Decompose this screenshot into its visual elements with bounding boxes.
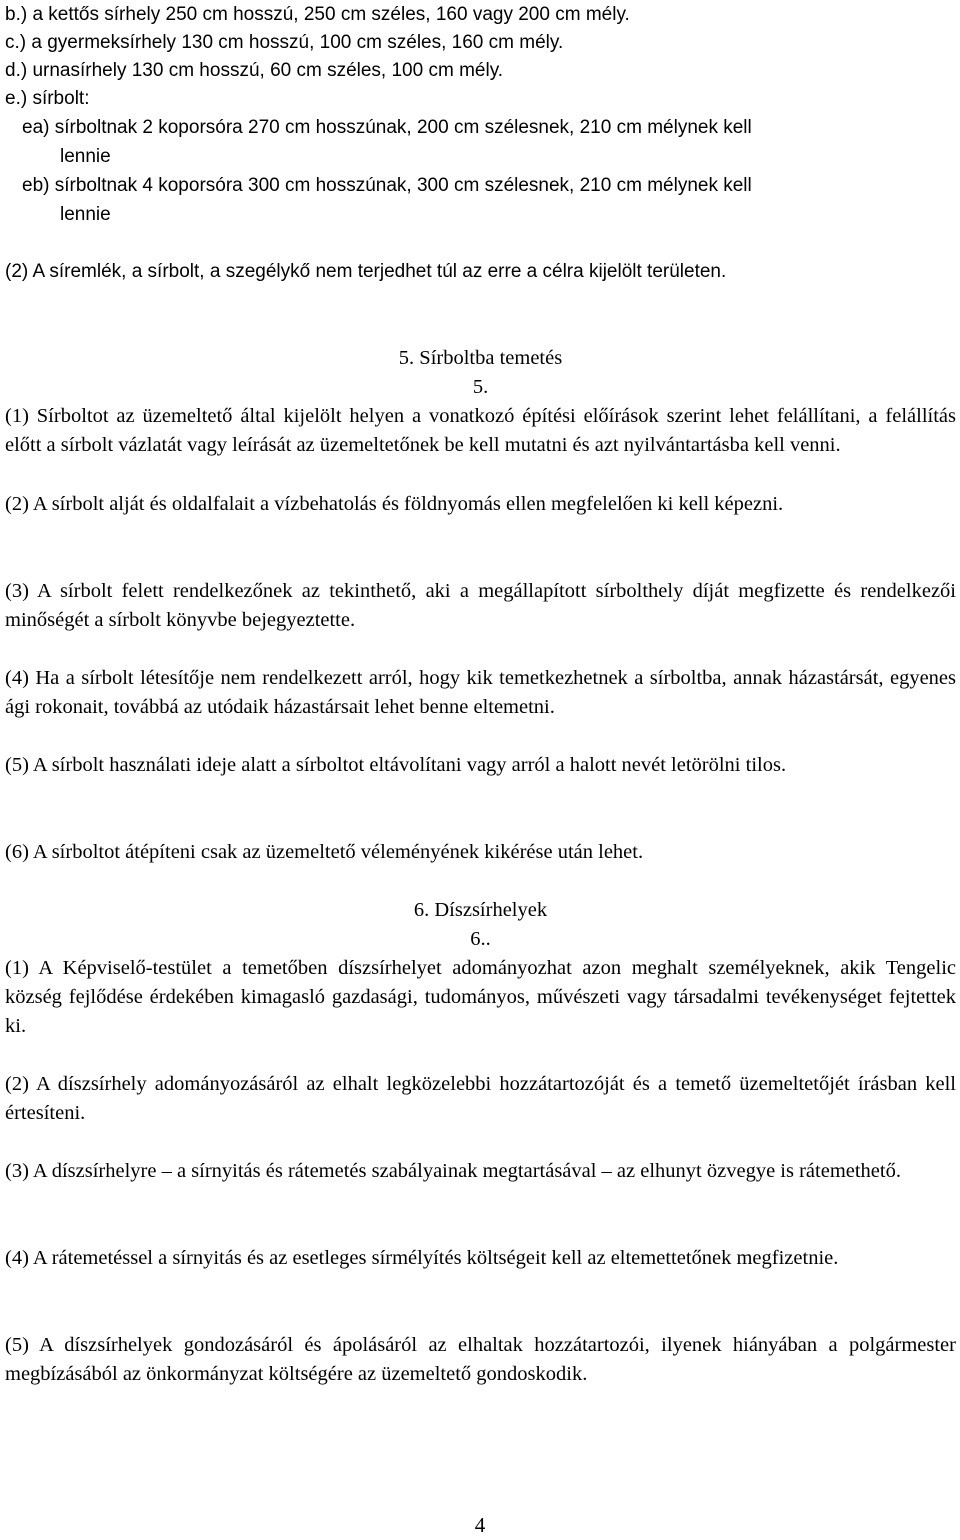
section-6-paragraph-5: (5) A díszsírhelyek gondozásáról és ápolásáról az elhaltak hozzátartozói, ilyenek hiányában a polgármester megbízásából az önkormányzat költségére az üzemeltető gondoskodik. xyxy=(5,1334,956,1385)
list-item-ea-line1: ea) sírboltnak 2 koporsóra 270 cm hosszúnak, 200 cm szélesnek, 210 cm mélynek kell xyxy=(22,117,752,138)
page-number: 4 xyxy=(474,1513,486,1537)
list-item-eb-line2: lennie xyxy=(60,204,111,225)
section-6-paragraph-2: (2) A díszsírhely adományozásáról az elhalt legközelebbi hozzátartozóját és a temető üzemeltetőjét írásban kell értesíteni. xyxy=(5,1073,956,1124)
section-5-number: 5. xyxy=(472,376,489,398)
section-5-paragraph-5: (5) A sírbolt használati ideje alatt a sírboltot eltávolítani vagy arról a halott nevét letörölni tilos. xyxy=(5,754,787,776)
list-item-c: c.) a gyermeksírhely 130 cm hosszú, 100 cm széles, 160 cm mély. xyxy=(5,32,564,53)
section-5-paragraph-6: (6) A sírboltot átépíteni csak az üzemeltető véleményének kikérése után lehet. xyxy=(5,841,644,863)
section-6-paragraph-1: (1) A Képviselő-testület a temetőben díszsírhelyet adományozhat azon meghalt személyeknek, akik Tengelic község fejlődése érdekében kimagasló gazdasági, tudományos, művészeti vagy társadalmi tevékenységet fejtettek ki. xyxy=(5,957,956,1037)
section-5-paragraph-2: (2) A sírbolt alját és oldalfalait a vízbehatolás és földnyomás ellen megfelelően ki kell képezni. xyxy=(5,493,784,515)
section-6-paragraph-4: (4) A rátemetéssel a sírnyitás és az esetleges sírmélyítés költségeit kell az eltemettetőnek megfizetnie. xyxy=(5,1247,839,1269)
section-5-paragraph-4: (4) Ha a sírbolt létesítője nem rendelkezett arról, hogy kik temetkezhetnek a sírboltba, annak házastársát, egyenes ági rokonait, továbbá az utódaik házastársait lehet benne eltemetni. xyxy=(5,667,956,718)
list-item-d: d.) urnasírhely 130 cm hosszú, 60 cm széles, 100 cm mély. xyxy=(5,60,504,81)
list-item-ea-line2: lennie xyxy=(60,146,111,167)
section-6-heading: 6. Díszsírhelyek xyxy=(413,899,548,921)
section-5-paragraph-3: (3) A sírbolt felett rendelkezőnek az tekinthető, aki a megállapított sírbolthely díját megfizette és rendelkezői minőségét a sírbolt könyvbe bejegyeztette. xyxy=(5,580,956,631)
section-6-number: 6.. xyxy=(470,928,491,950)
list-item-e: e.) sírbolt: xyxy=(5,88,90,109)
list-item-eb-line1: eb) sírboltnak 4 koporsóra 300 cm hosszúnak, 300 cm szélesnek, 210 cm mélynek kell xyxy=(22,175,752,196)
list-item-b: b.) a kettős sírhely 250 cm hosszú, 250 cm széles, 160 vagy 200 cm mély. xyxy=(5,4,630,25)
section-6-paragraph-3: (3) A díszsírhelyre – a sírnyitás és rátemetés szabályainak megtartásával – az elhunyt özvegye is rátemethető. xyxy=(5,1160,901,1182)
section-5-heading: 5. Sírboltba temetés xyxy=(398,347,563,369)
document-page xyxy=(5,0,956,1537)
section-5-paragraph-1: (1) Sírboltot az üzemeltető által kijelölt helyen a vonatkozó építési előírások szerint lehet felállítani, a felállítás előtt a sírbolt vázlatát vagy leírását az üzemeltetőnek be kell mutatni és azt nyilvántartásba kell venni. xyxy=(5,405,956,456)
paragraph-2-grave-boundary: (2) A síremlék, a sírbolt, a szegélykő nem terjedhet túl az erre a célra kijelölt területen. xyxy=(5,261,727,282)
